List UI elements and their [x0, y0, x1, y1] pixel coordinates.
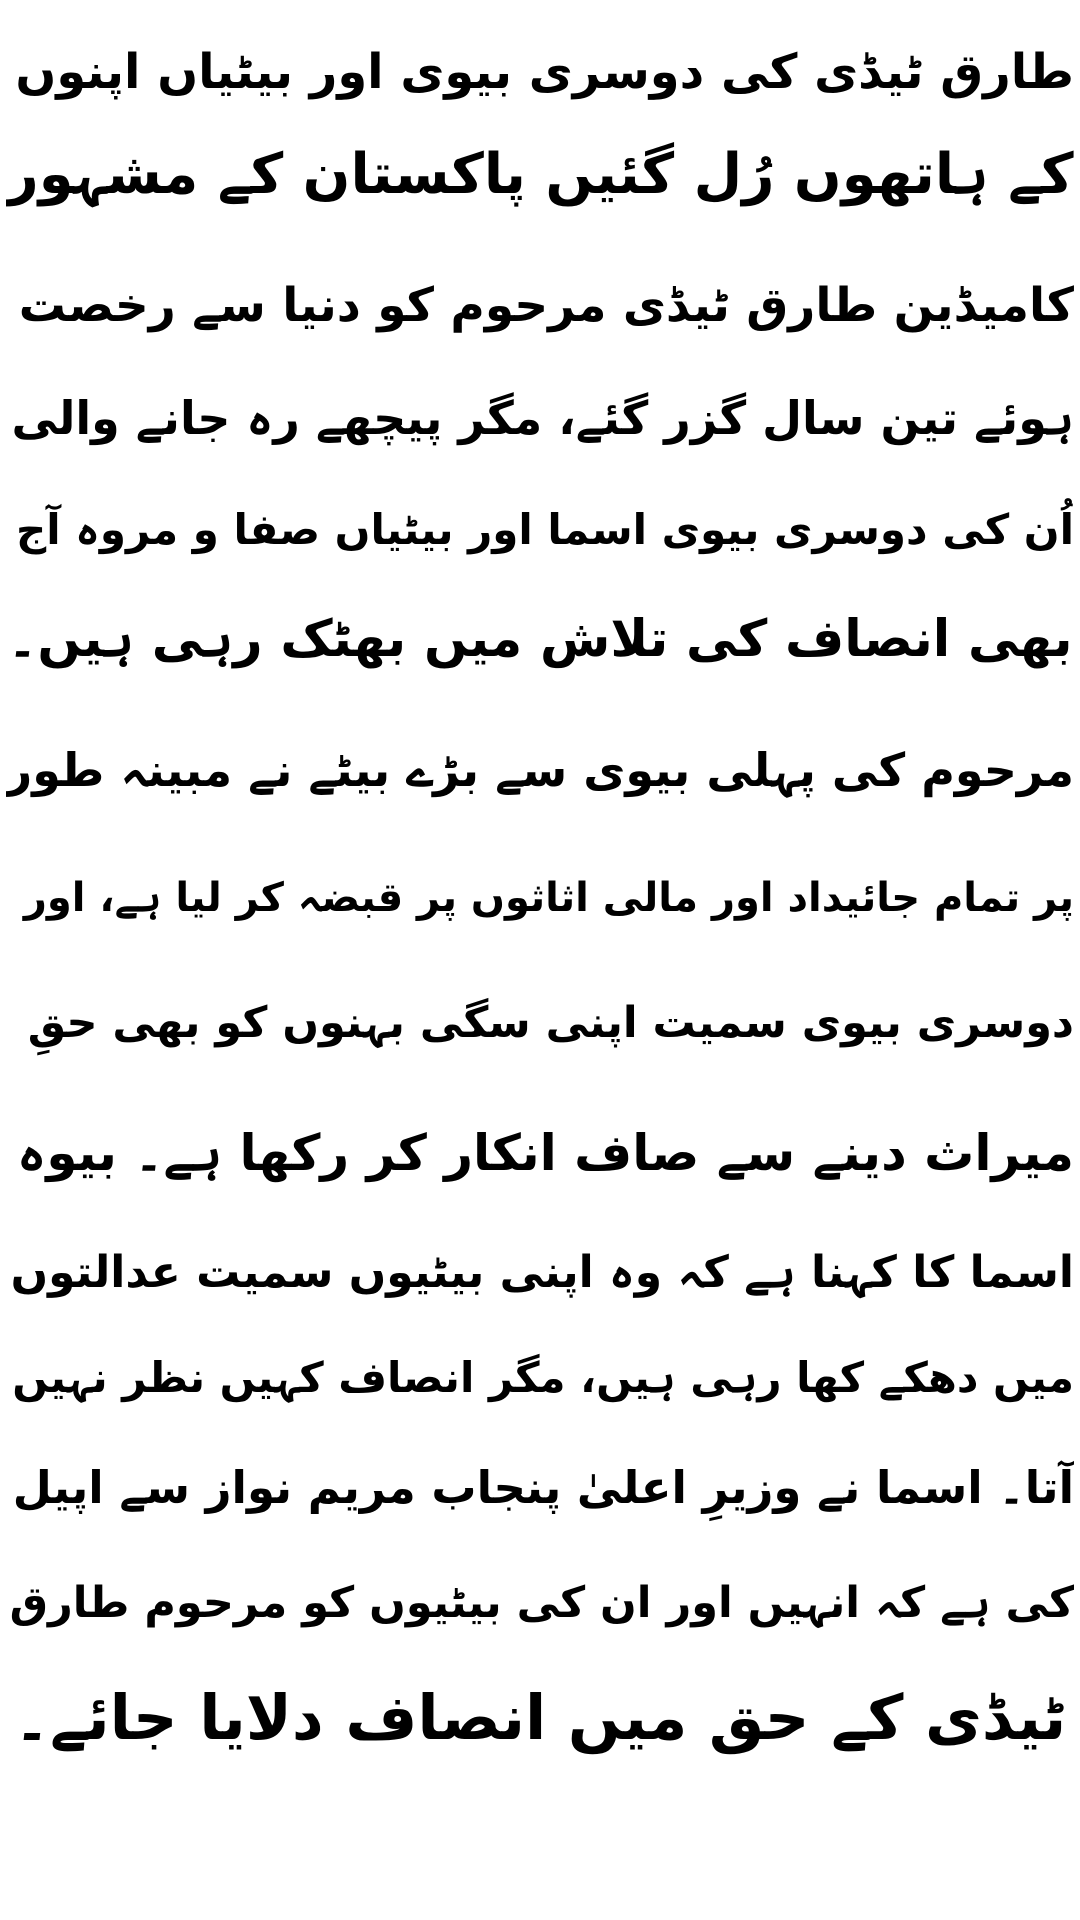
article-line-14: کی ہے کہ انہیں اور ان کی بیٹیوں کو مرحوم طارق: [9, 1578, 1074, 1628]
article-line-6: بھی انصاف کی تلاش میں بھٹک رہی ہیں۔: [7, 610, 1073, 669]
article-line-8: پر تمام جائیداد اور مالی اثاثوں پر قبضہ کر لیا ہے، اور: [23, 875, 1074, 921]
article-line-2: کے ہاتھوں رُل گئیں پاکستان کے مشہور: [6, 142, 1074, 207]
article-line-9: دوسری بیوی سمیت اپنی سگی بہنوں کو بھی حقِ: [27, 998, 1074, 1048]
article-line-7: مرحوم کی پہلی بیوی سے بڑے بیٹے نے مبینہ طور: [6, 743, 1074, 797]
article-line-10: میراث دینے سے صاف انکار کر رکھا ہے۔ بیوہ: [17, 1124, 1074, 1182]
article-line-12: میں دھکے کھا رہی ہیں، مگر انصاف کہیں نظر نہیں: [12, 1353, 1074, 1402]
article-line-5: اُن کی دوسری بیوی اسما اور بیٹیاں صفا و مروہ آج: [15, 505, 1074, 554]
article-line-4: ہوئے تین سال گزر گئے، مگر پیچھے رہ جانے والی: [11, 391, 1074, 445]
article-line-11: اسما کا کہنا ہے کہ وہ اپنی بیٹیوں سمیت عدالتوں: [10, 1247, 1074, 1298]
article-line-1: طارق ٹیڈی کی دوسری بیوی اور بیٹیاں اپنوں: [15, 44, 1074, 100]
article-line-13: آتا۔ اسما نے وزیرِ اعلیٰ پنجاب مریم نواز سے اپیل: [12, 1461, 1074, 1514]
article-line-3: کامیڈین طارق ٹیڈی مرحوم کو دنیا سے رخصت: [18, 278, 1074, 333]
article-line-15: ٹیڈی کے حق میں انصاف دلایا جائے۔: [13, 1681, 1067, 1754]
